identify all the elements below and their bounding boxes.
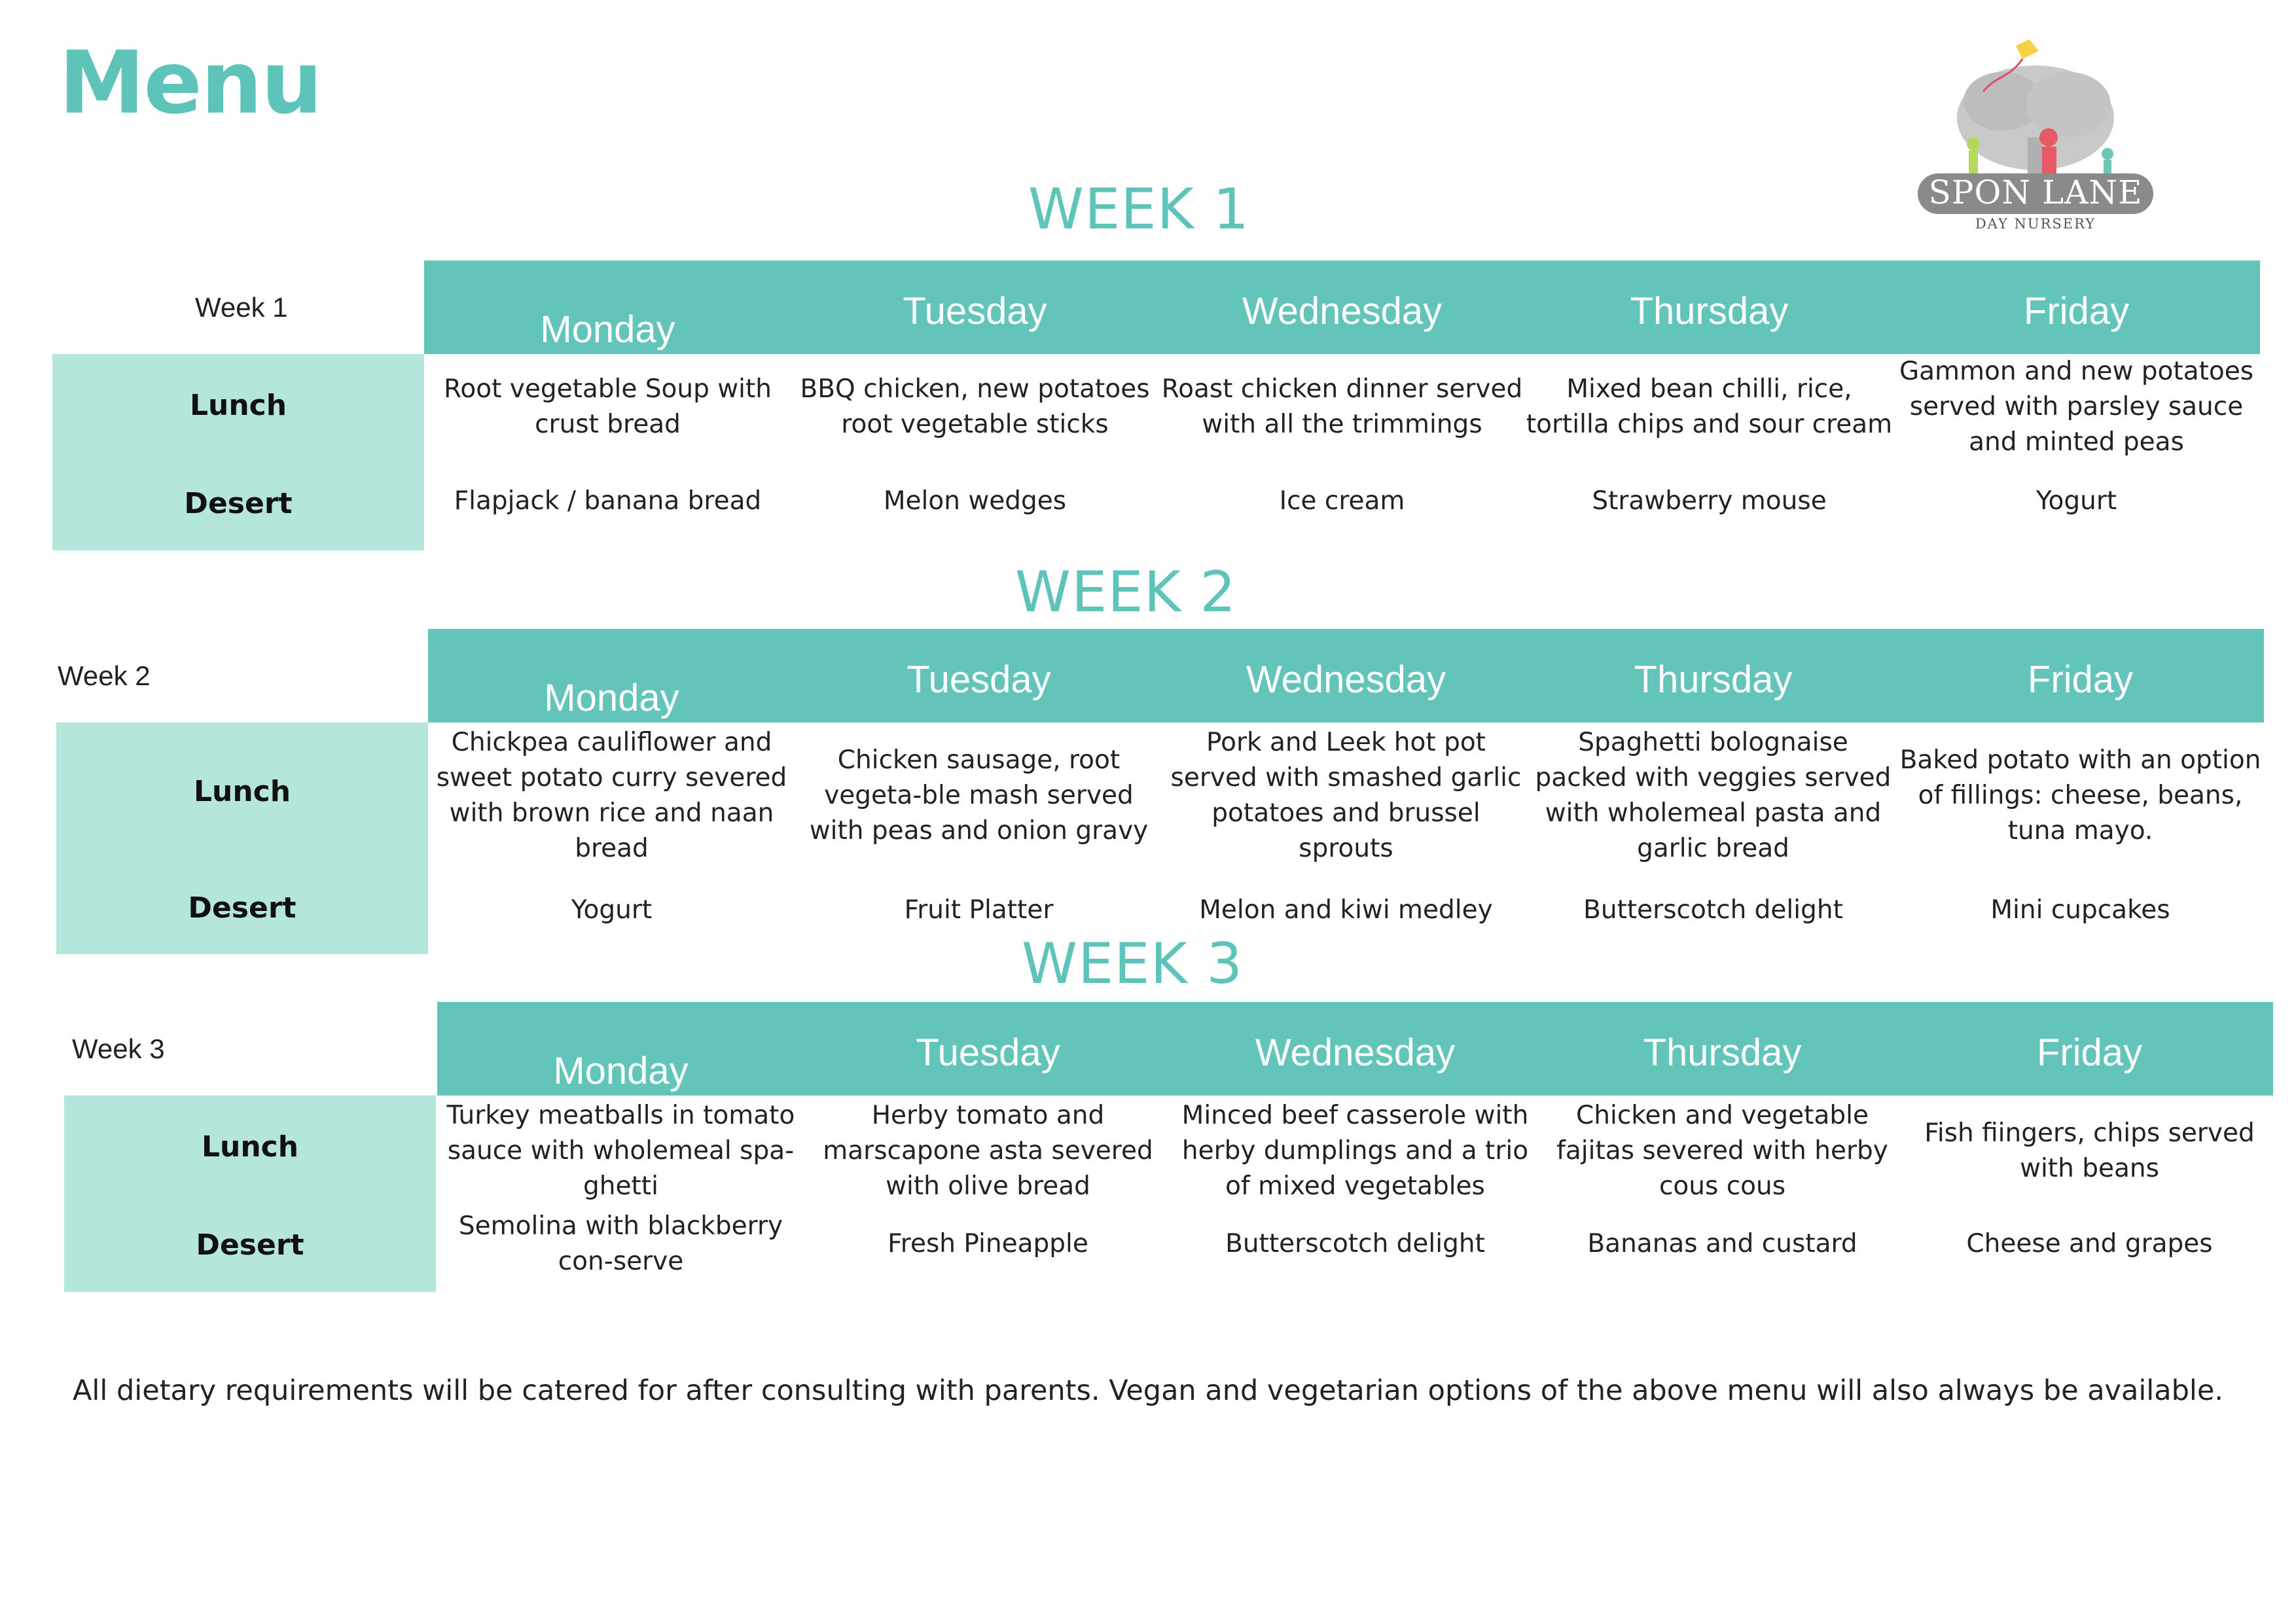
menu-cell: Gammon and new potatoes served with parsley sauce and minted peas: [1899, 357, 2254, 457]
day-tuesday: Tuesday: [906, 658, 1051, 701]
menu-cell: Spaghetti bolognaise packed with veggies served with wholemeal pasta and garlic bread: [1535, 728, 1892, 863]
day-friday: Friday: [2023, 290, 2130, 332]
week-3-heading: WEEK 3: [1021, 931, 1244, 997]
week-2-heading: WEEK 2: [1014, 560, 1237, 625]
week-3-day-header: [437, 1002, 2273, 1096]
menu-cell: Baked potato with an option of fillings: cheese, beans, tuna mayo.: [1899, 745, 2261, 846]
menu-cell: Bananas and custard: [1587, 1229, 1857, 1258]
week-3-row-labels: [64, 1096, 436, 1292]
day-tuesday: Tuesday: [916, 1031, 1060, 1074]
desert-label: Desert: [188, 891, 296, 925]
menu-cell: Chicken and vegetable fajitas severed with herby cous cous: [1556, 1101, 1888, 1201]
week-1-table: [52, 260, 2296, 552]
menu-cell: Pork and Leek hot pot served with smashed garlic potatoes and brussel sprouts: [1170, 728, 1522, 863]
day-thursday: Thursday: [1643, 1031, 1802, 1074]
day-thursday: Thursday: [1630, 290, 1789, 332]
week-2-table: [56, 629, 2296, 954]
menu-cell: Minced beef casserole with herby dumplings and a trio of mixed vegetables: [1181, 1101, 1529, 1201]
menu-cell: Mini cupcakes: [1990, 895, 2170, 925]
day-thursday: Thursday: [1634, 658, 1793, 701]
day-monday: Monday: [540, 308, 675, 351]
desert-label: Desert: [196, 1228, 304, 1262]
week-1-row-labels: [52, 354, 424, 550]
desert-label: Desert: [184, 487, 293, 520]
menu-cell: Chicken sausage, root vegeta-ble mash served with peas and onion gravy: [809, 745, 1149, 846]
week-2-row-labels: [56, 722, 428, 954]
menu-cell: BBQ chicken, new potatoes root vegetable sticks: [800, 374, 1150, 439]
menu-cell: Fish fiingers, chips served with beans: [1924, 1118, 2255, 1183]
lunch-label: Lunch: [201, 1130, 299, 1164]
week-1-heading: WEEK 1: [1028, 177, 1250, 242]
day-wednesday: Wednesday: [1255, 1031, 1456, 1074]
menu-cell: Strawberry mouse: [1592, 486, 1827, 516]
menu-cell: Root vegetable Soup with crust bread: [444, 374, 772, 439]
menu-cell: Fruit Platter: [904, 895, 1054, 925]
menu-cell: Mixed bean chilli, rice, tortilla chips and sour cream: [1526, 374, 1893, 439]
week-3-label: Week 3: [72, 1033, 165, 1064]
week-3-table: [64, 1002, 2296, 1293]
day-monday: Monday: [553, 1050, 689, 1092]
menu-cell: Semolina with blackberry con-serve: [458, 1211, 783, 1276]
menu-cell: Melon and kiwi medley: [1199, 895, 1493, 925]
lunch-label: Lunch: [193, 775, 291, 808]
menu-cell: Chickpea cauliflower and sweet potato curry severed with brown rice and naan bread: [436, 728, 787, 863]
menu-cell: Yogurt: [2036, 486, 2117, 516]
day-friday: Friday: [2027, 658, 2134, 701]
menu-cell: Butterscotch delight: [1583, 895, 1843, 925]
menu-cell: Flapjack / banana bread: [454, 486, 762, 516]
logo-name: SPON LANE: [1928, 173, 2143, 211]
logo-subtitle: DAY NURSERY: [1975, 216, 2096, 232]
nursery-logo: [1911, 39, 2160, 249]
day-wednesday: Wednesday: [1242, 290, 1443, 332]
day-monday: Monday: [544, 677, 679, 719]
menu-cell: Ice cream: [1279, 486, 1405, 516]
menu-cell: Fresh Pineapple: [888, 1229, 1088, 1258]
menu-cell: Cheese and grapes: [1966, 1229, 2213, 1258]
day-wednesday: Wednesday: [1246, 658, 1446, 701]
page-title: Menu: [59, 33, 321, 134]
menu-cell: Melon wedges: [883, 486, 1067, 516]
day-friday: Friday: [2036, 1031, 2143, 1074]
week-1-day-header: [424, 260, 2260, 354]
week-2-day-header: [428, 629, 2264, 722]
menu-cell: Roast chicken dinner served with all the trimmings: [1161, 374, 1523, 439]
menu-cell: Turkey meatballs in tomato sauce with wholemeal spa-ghetti: [446, 1101, 795, 1201]
lunch-label: Lunch: [189, 389, 287, 422]
menu-cell: Herby tomato and marscapone asta severed with olive bread: [823, 1101, 1153, 1201]
week-2-label: Week 2: [58, 660, 151, 691]
menu-cell: Yogurt: [571, 895, 653, 925]
week-1-label: Week 1: [195, 292, 288, 323]
dietary-note: All dietary requirements will be catered for after consulting with parents. Vegan and vegetarian options of the above menu will also always be available.: [73, 1374, 2223, 1407]
day-tuesday: Tuesday: [903, 290, 1047, 332]
menu-cell: Butterscotch delight: [1225, 1229, 1485, 1258]
